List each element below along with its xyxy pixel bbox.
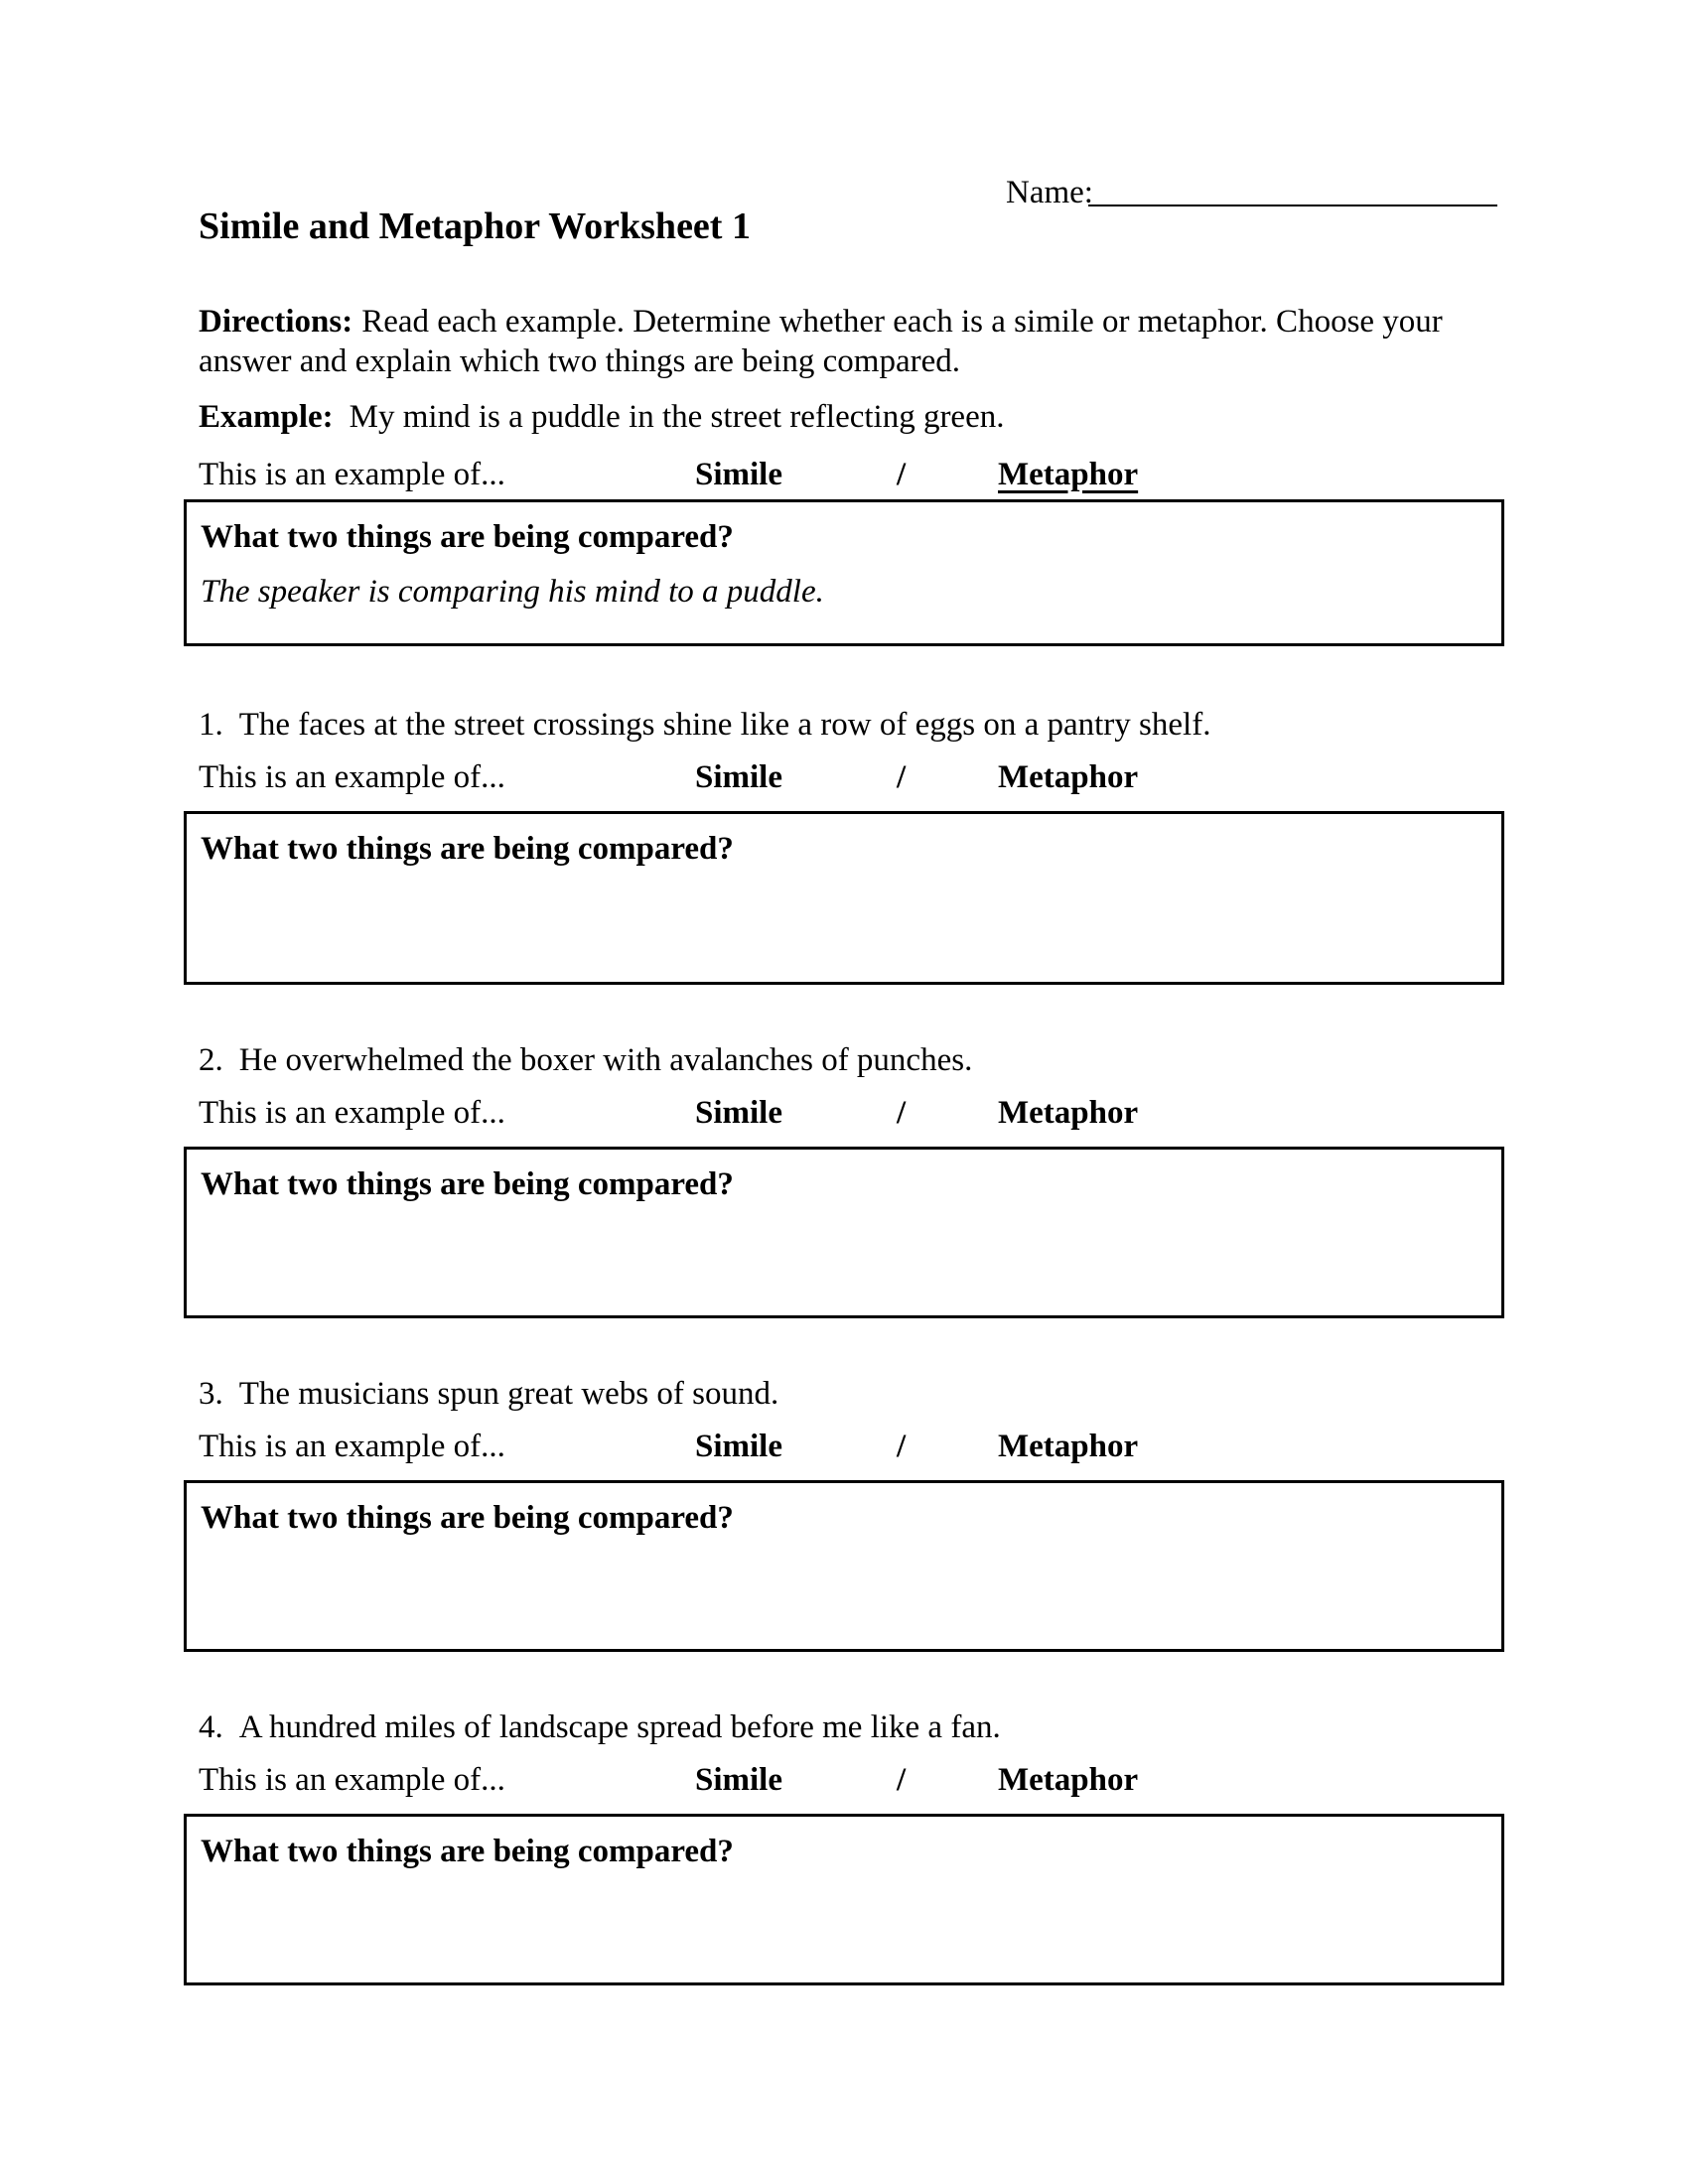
question-4-choice-row	[0, 1762, 1688, 1804]
question-1-sentence-row	[199, 705, 1529, 745]
question-2-answer-box	[184, 1147, 1504, 1318]
answer-box-question: What two things are being compared?	[201, 1834, 734, 1869]
example-sentence: My mind is a puddle in the street reflecting green.	[349, 399, 1005, 435]
metaphor-option: Metaphor	[998, 1762, 1139, 1798]
metaphor-option: Metaphor	[998, 1429, 1139, 1464]
question-2-sentence-row	[199, 1040, 1529, 1080]
slash-separator: /	[897, 759, 907, 795]
simile-option: Simile	[695, 759, 782, 795]
slash-separator: /	[897, 1762, 907, 1798]
slash-separator: /	[897, 457, 907, 492]
answer-box-question: What two things are being compared?	[201, 1500, 734, 1536]
answer-box-question: What two things are being compared?	[201, 519, 734, 555]
choice-prompt: This is an example of...	[199, 1429, 505, 1464]
question-3-choice-row	[0, 1429, 1688, 1470]
question-3-answer-box	[184, 1480, 1504, 1652]
question-1-answer-box	[184, 811, 1504, 985]
choice-prompt: This is an example of...	[199, 1762, 505, 1798]
simile-option: Simile	[695, 1429, 782, 1464]
example-label: Example:	[199, 399, 334, 435]
example-choice-row	[0, 457, 1688, 498]
metaphor-option-selected: Metaphor	[998, 457, 1139, 492]
worksheet-title: Simile and Metaphor Worksheet 1	[199, 205, 751, 247]
metaphor-option: Metaphor	[998, 1095, 1139, 1131]
slash-separator: /	[897, 1095, 907, 1131]
slash-separator: /	[897, 1429, 907, 1464]
directions-label: Directions:	[199, 304, 353, 340]
metaphor-option: Metaphor	[998, 759, 1139, 795]
name-label: Name:	[1006, 175, 1093, 210]
example-sentence-row	[199, 397, 1529, 437]
question-sentence: The faces at the street crossings shine like a row of eggs on a pantry shelf.	[238, 707, 1211, 743]
simile-option: Simile	[695, 1762, 782, 1798]
example-answer-box	[184, 499, 1504, 646]
question-number: 1.	[199, 707, 223, 743]
question-sentence: The musicians spun great webs of sound.	[238, 1376, 779, 1412]
question-number: 2.	[199, 1042, 223, 1078]
simile-option: Simile	[695, 1095, 782, 1131]
question-4-sentence-row	[199, 1707, 1529, 1747]
question-2-choice-row	[0, 1095, 1688, 1137]
answer-box-question: What two things are being compared?	[201, 1166, 734, 1202]
directions	[199, 302, 1519, 382]
simile-option: Simile	[695, 457, 782, 492]
question-number: 3.	[199, 1376, 223, 1412]
example-answer-text: The speaker is comparing his mind to a puddle.	[201, 574, 824, 610]
question-number: 4.	[199, 1709, 223, 1745]
directions-line2: answer and explain which two things are being compared.	[199, 343, 961, 380]
question-sentence: He overwhelmed the boxer with avalanches of punches.	[238, 1042, 973, 1078]
choice-prompt: This is an example of...	[199, 759, 505, 795]
question-3-sentence-row	[199, 1374, 1529, 1414]
question-sentence: A hundred miles of landscape spread before me like a fan.	[238, 1709, 1001, 1745]
choice-prompt: This is an example of...	[199, 457, 505, 492]
question-1-choice-row	[0, 759, 1688, 801]
question-4-answer-box	[184, 1814, 1504, 1985]
choice-prompt: This is an example of...	[199, 1095, 505, 1131]
directions-line1: Read each example. Determine whether each is a simile or metaphor. Choose your	[361, 304, 1443, 340]
answer-box-question: What two things are being compared?	[201, 831, 734, 867]
name-blank-line	[1088, 165, 1497, 206]
